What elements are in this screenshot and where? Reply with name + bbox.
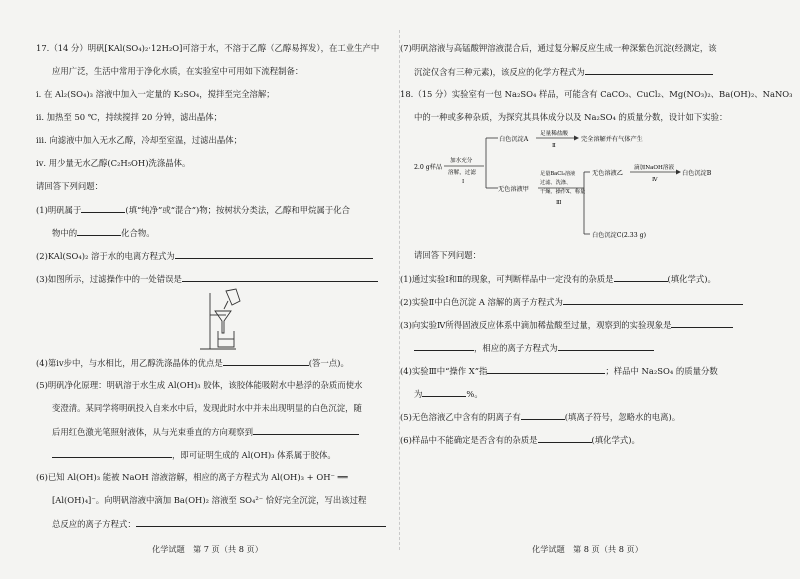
q17-part5-line2: 变澄清。某同学将明矾投入自来水中后，发现此时水中并未出现明显的白色沉淀，随: [52, 403, 362, 413]
q18-part3-line2: [414, 342, 654, 354]
q17-p4-end: (答一点)。: [308, 358, 349, 368]
q17-part7-line2: [414, 66, 713, 78]
q17-p1-cont: 物中的: [52, 228, 78, 238]
flow-step-iii-bottom: 干燥、操作X、称量: [540, 189, 586, 195]
q17-p1-lead: (1)明矾属于: [36, 205, 82, 215]
q17-p7-text: 沉淀仅含有三种元素)，该反应的化学方程式为: [414, 67, 585, 77]
q18-prompt: 请回答下列问题：: [414, 250, 481, 260]
answer-blank[interactable]: [81, 204, 125, 213]
q18-part2: [400, 296, 743, 308]
flow-step-iii-label: Ⅲ: [556, 200, 562, 206]
q17-part7-line1: (7)明矾溶液与高锰酸钾溶液混合后，通过复分解反应生成一种深紫色沉淀(经测定，该: [400, 43, 717, 53]
q17-part2: [36, 250, 373, 262]
q17-step-2: ⅱ. 加热至 50 ℃，持续搅拌 20 分钟，滤出晶体；: [36, 112, 223, 122]
q17-part6-line2: [Al(OH)₄]⁻。向明矾溶液中滴加 Ba(OH)₂ 溶液至 SO₄²⁻ 恰好完全沉淀，写出该过程: [52, 495, 367, 505]
answer-blank[interactable]: [614, 273, 668, 282]
answer-blank[interactable]: [182, 273, 378, 282]
q18-p1-text: (1)通过实验Ⅰ和Ⅱ的现象，可判断样品中一定没有的杂质是: [400, 274, 614, 284]
answer-blank[interactable]: [223, 357, 309, 366]
q17-part5-line4: [52, 449, 336, 461]
answer-blank[interactable]: [422, 388, 466, 397]
q17-part5-line3: [52, 426, 359, 438]
flow-white-ppt-c: 白色沉淀C(2.33 g): [592, 232, 647, 239]
flow-step-i-top: 加水充分: [450, 158, 473, 164]
answer-blank[interactable]: [52, 449, 172, 458]
q18-p4-wei: 为: [414, 389, 423, 399]
q17-step-4: ⅳ. 用少量无水乙醇(C₂H₅OH)洗涤晶体。: [36, 158, 191, 168]
answer-blank[interactable]: [414, 342, 474, 351]
q18-p2-text: (2)实验Ⅱ中白色沉淀 A 溶解的离子方程式为: [400, 297, 563, 307]
q17-part6-line1: (6)已知 Al(OH)₃ 能被 NaOH 溶液溶解，相应的离子方程式为 Al(OH)₃ + OH⁻ ══: [36, 472, 348, 482]
flow-step-ii: 足量稀盐酸: [540, 131, 568, 137]
q17-step-1: ⅰ. 在 Al₂(SO₄)₃ 溶液中加入一定量的 K₂SO₄，搅拌至完全溶解；: [36, 89, 275, 99]
q17-p2-text: (2)KAl(SO₄)₂ 溶于水的电离方程式为: [36, 251, 175, 261]
q18-part6: [400, 434, 640, 446]
flow-white-ppt-a: 白色沉淀A: [499, 136, 529, 143]
answer-blank[interactable]: [671, 319, 733, 328]
filtration-apparatus-figure: [196, 287, 254, 353]
q18-part1: [400, 273, 716, 285]
q17-p1-rest: (填“纯净”或“混合”)物；按树状分类法，乙醇和甲烷属于化合: [125, 205, 351, 215]
q17-part1-line1: [36, 204, 350, 216]
flow-sample: 2.0 g样品: [414, 164, 443, 171]
q18-part4-line2: [414, 388, 483, 400]
q17-p5-end: ，即可证明生成的 Al(OH)₃ 体系属于胶体。: [172, 450, 336, 460]
q17-part5-line1: (5)明矾净化原理：明矾溶于水生成 Al(OH)₃ 胶体，该胶体能吸附水中悬浮的杂质而使水: [36, 380, 363, 390]
q18-p5-end: (填离子符号，忽略水的电离)。: [564, 412, 681, 422]
q17-intro-line2: 应用广泛，生活中常用于净化水质，在实验室中可用如下流程制备：: [52, 66, 304, 76]
q17-part1-line2: [52, 227, 155, 239]
answer-blank[interactable]: [563, 296, 743, 305]
flow-white-ppt-b: 白色沉淀B: [682, 170, 712, 177]
q18-part5: [400, 411, 680, 423]
flow-gas-result: 完全溶解并有气体产生: [581, 136, 643, 143]
flow-step-iii-mid: 过滤、洗涤、: [540, 180, 572, 186]
q17-step-3: ⅲ. 向滤液中加入无水乙醇，冷却至室温，过滤出晶体；: [36, 135, 242, 145]
q17-p6-text: 总反应的离子方程式：: [52, 519, 136, 529]
flow-step-iv-label: Ⅳ: [652, 177, 658, 183]
q17-intro-line1: 17.（14 分）明矾[KAl(SO₄)₂·12H₂O]可溶于水，不溶于乙醇（乙醇易挥发），在工业生产中: [36, 43, 380, 53]
q18-p4-cont: ；样品中 Na₂SO₄ 的质量分数: [605, 366, 718, 376]
flow-step-iii-top: 足量BaCl₂溶液: [540, 171, 576, 177]
q18-p3-text: (3)向实验Ⅳ所得固液反应体系中滴加稀盐酸至过量，观察到的实验现象是: [400, 320, 672, 330]
q18-p6-text: (6)样品中不能确定是否含有的杂质是: [400, 435, 538, 445]
q18-p5-text: (5)无色溶液乙中含有的阴离子有: [400, 412, 521, 422]
q17-p1-end: 化合物。: [121, 228, 155, 238]
answer-blank[interactable]: [538, 434, 592, 443]
answer-blank[interactable]: [175, 250, 373, 259]
answer-blank[interactable]: [487, 365, 605, 374]
page-7-footer: 化学试题 第 7 页（共 8 页）: [152, 544, 263, 554]
experiment-flowchart: [414, 126, 720, 244]
q17-part6-line3: [52, 518, 386, 530]
answer-blank[interactable]: [558, 342, 654, 351]
flow-step-iv: 滴加NaOH溶液: [634, 165, 675, 171]
answer-blank[interactable]: [585, 66, 713, 75]
answer-blank[interactable]: [253, 426, 359, 435]
q18-p3-cont: ，相应的离子方程式为: [474, 343, 558, 353]
q18-intro-line1: 18.（15 分）实验室有一包 Na₂SO₄ 样品，可能含有 CaCO₃、CuCl₂、Mg(NO₃)₂、Ba(OH)₂、NaNO₃: [400, 89, 793, 99]
q17-p5-observe: 后用红色激光笔照射液体，从与光束垂直的方向观察到: [52, 427, 253, 437]
flow-solution-b: 无色溶液乙: [592, 170, 623, 177]
q18-p4-text: (4)实验Ⅲ中“操作 X”指: [400, 366, 488, 376]
q17-part3: [36, 273, 378, 285]
flow-colorless-solution: 无色溶液甲: [498, 186, 529, 193]
q18-part3-line1: [400, 319, 733, 331]
flow-step-i-label: Ⅰ: [462, 179, 465, 185]
q18-p1-end: (填化学式)。: [667, 274, 716, 284]
q18-part4-line1: [400, 365, 718, 377]
answer-blank[interactable]: [521, 411, 565, 420]
q17-prompt: 请回答下列问题：: [36, 181, 103, 191]
flow-step-ii-label: Ⅱ: [552, 143, 556, 149]
q18-p6-end: (填化学式)。: [591, 435, 640, 445]
answer-blank[interactable]: [77, 227, 121, 236]
page-8-footer: 化学试题 第 8 页（共 8 页）: [532, 544, 643, 554]
flow-step-i-bottom: 溶解，过滤: [448, 170, 476, 176]
page-8: [400, 0, 800, 579]
answer-blank[interactable]: [136, 518, 386, 527]
q18-p4-pct: %。: [466, 389, 483, 399]
q17-p3-text: (3)如图所示，过滤操作中的一处错误是: [36, 274, 182, 284]
q17-p4-text: (4)第ⅳ步中，与水相比，用乙醇洗涤晶体的优点是: [36, 358, 223, 368]
q18-intro-line2: 中的一种或多种杂质，为探究其具体成分以及 Na₂SO₄ 的质量分数，设计如下实验：: [414, 112, 728, 122]
q17-part4: [36, 357, 349, 369]
